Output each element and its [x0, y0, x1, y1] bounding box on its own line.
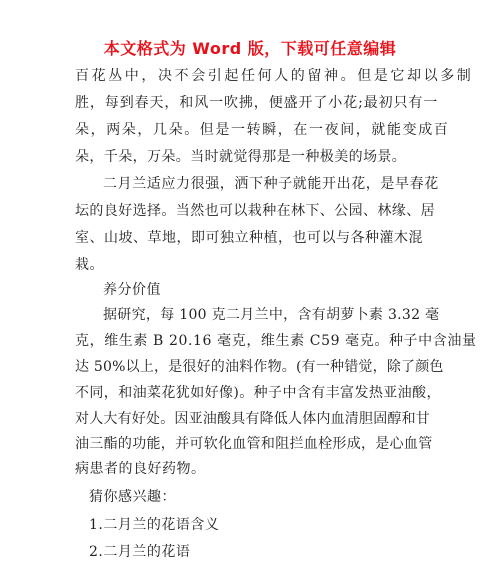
section-heading: 养分价值: [103, 282, 161, 298]
word-format-banner: 本文格式为 Word 版，下载可任意编辑: [103, 39, 397, 58]
paragraph-line: 油三酯的功能，并可软化血管和阻拦血栓形成，是心血管: [75, 436, 433, 452]
paragraph-line: 朵，两朵，几朵。但是一转瞬，在一夜间，就能变成百: [75, 122, 450, 138]
paragraph-line: 朵，千朵，万朵。当时就觉得那是一种极美的场景。: [75, 149, 407, 165]
paragraph-line: 室、山坡、草地，即可独立种植，也可以与各种灌木混: [75, 230, 423, 246]
paragraph-line: 达 50%以上，是很好的油料作物。(有一种错觉，除了颜色: [75, 359, 444, 375]
paragraph-line: 克，维生素 B 20.16 毫克，维生素 C59 毫克。种子中含油量: [75, 333, 477, 349]
paragraph-line: 胜，每到春天，和风一吹拂，便盛开了小花;最初只有一: [75, 95, 439, 111]
paragraph-line: 栽。: [75, 257, 104, 273]
related-link[interactable]: 1.二月兰的花语含义: [89, 517, 220, 533]
paragraph-line: 病患者的良好药物。: [75, 461, 206, 477]
paragraph-line: 对人大有好处。因亚油酸具有降低人体内血清胆固醇和甘: [75, 411, 430, 427]
related-heading: 猜你感兴趣：: [89, 489, 176, 505]
paragraph-line: 百花丛中，决不会引起任何人的留神。但是它却以多制: [75, 68, 474, 84]
paragraph-line: 坛的良好选择。当然也可以栽种在林下、公园、林缘、居: [75, 203, 435, 219]
paragraph-line: 据研究，每 100 克二月兰中，含有胡萝卜素 3.32 毫: [103, 307, 440, 323]
paragraph-line: 二月兰适应力很强，洒下种子就能开出花，是早春花: [103, 176, 439, 192]
paragraph-line: 不同，和油菜花犹如好像)。种子中含有丰富发热亚油酸，: [75, 385, 441, 401]
related-link[interactable]: 2.二月兰的花语: [89, 544, 191, 560]
